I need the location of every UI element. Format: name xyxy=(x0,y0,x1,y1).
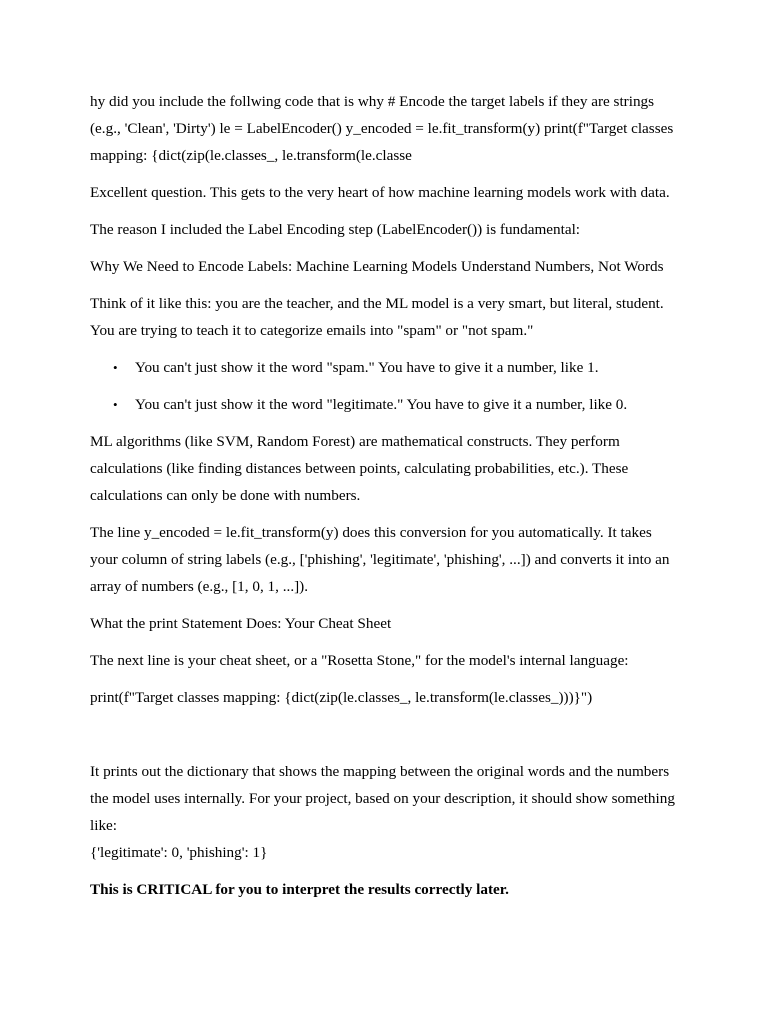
algorithms-paragraph: ML algorithms (like SVM, Random Forest) are mathematical constructs. They perform calculations (like finding distances between points, calculating probabilities, etc.). These calculations can only be done with numbers. xyxy=(90,433,629,504)
list-item xyxy=(113,391,680,418)
analogy-paragraph: Think of it like this: you are the teacher, and the ML model is a very smart, but literal, student. You are trying to teach it to categorize emails into "spam" or "not spam." xyxy=(90,295,664,339)
bullet-icon: • xyxy=(113,397,118,412)
bullet-list xyxy=(90,354,680,418)
mapping-example: {'legitimate': 0, 'phishing': 1} xyxy=(90,844,268,861)
conversion-paragraph: The line y_encoded = le.fit_transform(y) does this conversion for you automatically. It takes your column of string labels (e.g., ['phishing', 'legitimate', 'phishing', ...]) and converts it into an array of numbers (e.g., [1, 0, 1, ...]). xyxy=(90,524,670,595)
list-item-text: You can't just show it the word "spam." You have to give it a number, like 1. xyxy=(135,359,599,376)
mapping-explanation-paragraph: It prints out the dictionary that shows the mapping between the original words and the numbers the model uses internally. For your project, based on your description, it should show something like: xyxy=(90,763,675,834)
cheat-sheet-paragraph: The next line is your cheat sheet, or a "Rosetta Stone," for the model's internal language: xyxy=(90,652,629,669)
reason-paragraph: The reason I included the Label Encoding step (LabelEncoder()) is fundamental: xyxy=(90,221,581,238)
document-page xyxy=(90,88,680,913)
section-heading-encode: Why We Need to Encode Labels: Machine Learning Models Understand Numbers, Not Words xyxy=(90,258,664,275)
critical-note: This is CRITICAL for you to interpret the results correctly later. xyxy=(90,881,509,898)
answer-intro-paragraph: Excellent question. This gets to the very heart of how machine learning models work with data. xyxy=(90,184,670,201)
list-item xyxy=(113,354,680,381)
list-item-text: You can't just show it the word "legitimate." You have to give it a number, like 0. xyxy=(135,396,628,413)
bullet-icon: • xyxy=(113,360,118,375)
section-heading-print: What the print Statement Does: Your Cheat Sheet xyxy=(90,615,392,632)
question-paragraph: hy did you include the follwing code that is why # Encode the target labels if they are strings (e.g., 'Clean', 'Dirty') le = LabelEncoder() y_encoded = le.fit_transform(y) print(f"Target classes mapping: {dict(zip(le.classes_, le.transform(le.classe xyxy=(90,93,674,164)
spacer xyxy=(90,721,680,758)
code-line: print(f"Target classes mapping: {dict(zip(le.classes_, le.transform(le.classes_)))}") xyxy=(90,689,593,706)
